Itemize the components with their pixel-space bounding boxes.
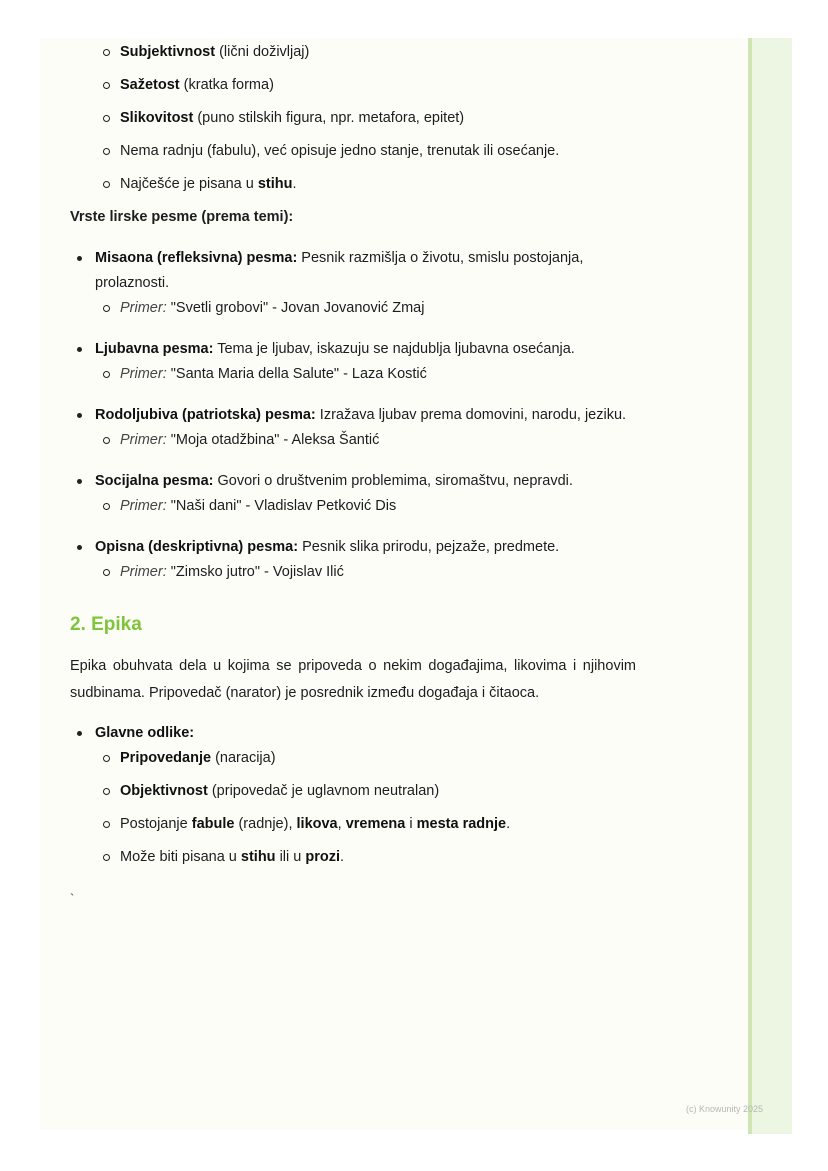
- list-item: Može biti pisana u stihu ili u prozi.: [95, 845, 636, 870]
- section-title-epika: 2. Epika: [70, 614, 142, 635]
- list-item: Opisna (deskriptivna) pesma: Pesnik slika prirodu, pejzaže, predmete. Primer: "Zimsko jutro" - Vojislav Ilić: [70, 535, 636, 585]
- document-content: [70, 38, 636, 911]
- list-item: Socijalna pesma: Govori o društvenim problemima, siromaštvu, nepravdi. Primer: "Naši dani" - Vladislav Petković Dis: [70, 469, 636, 519]
- list-item: Objektivnost (pripovedač je uglavnom neutralan): [95, 779, 636, 804]
- lyric-features-list: [70, 40, 636, 197]
- lyric-types-list: [70, 246, 636, 585]
- list-item: Pripovedanje (naracija): [95, 746, 636, 771]
- example-item: Primer: "Santa Maria della Salute" - Laza Kostić: [95, 362, 636, 387]
- list-item: Rodoljubiva (patriotska) pesma: Izražava ljubav prema domovini, narodu, jeziku. Primer: "Moja otadžbina" - Aleksa Šantić: [70, 403, 636, 453]
- list-item: Glavne odlike: Pripovedanje (naracija) Objektivnost (pripovedač je uglavnom neutralan) Postojanje fabule (radnje), likova, vremena i mesta radnje. Može biti pisana u stihu ili u prozi.: [70, 721, 636, 870]
- types-heading: Vrste lirske pesme (prema temi):: [70, 209, 294, 225]
- list-item: Ljubavna pesma: Tema je ljubav, iskazuju se najdublja ljubavna osećanja. Primer: "Santa Maria della Salute" - Laza Kostić: [70, 337, 636, 387]
- stray-mark: `: [70, 891, 75, 906]
- epika-paragraph: Epika obuhvata dela u kojima se pripoveda o nekim događajima, likovima i njihovim sudbinama. Pripovedač (narator) je posrednik između događaja i čitaoca.: [70, 658, 636, 701]
- copyright-footer: (c) Knowunity 2025: [686, 1104, 764, 1114]
- example-item: Primer: "Naši dani" - Vladislav Petković Dis: [95, 494, 636, 519]
- list-item: Postojanje fabule (radnje), likova, vremena i mesta radnje.: [95, 812, 636, 837]
- epika-features-list: [70, 721, 636, 870]
- example-item: Primer: "Zimsko jutro" - Vojislav Ilić: [95, 560, 636, 585]
- list-item: Najčešće je pisana u stihu.: [70, 172, 636, 197]
- list-item: Slikovitost (puno stilskih figura, npr. metafora, epitet): [70, 106, 636, 131]
- list-item: Nema radnju (fabulu), već opisuje jedno stanje, trenutak ili osećanje.: [70, 139, 636, 164]
- example-item: Primer: "Svetli grobovi" - Jovan Jovanović Zmaj: [95, 296, 636, 321]
- list-item: Sažetost (kratka forma): [70, 73, 636, 98]
- example-item: Primer: "Moja otadžbina" - Aleksa Šantić: [95, 428, 636, 453]
- list-item: Misaona (refleksivna) pesma: Pesnik razmišlja o životu, smislu postojanja, prolaznosti. Primer: "Svetli grobovi" - Jovan Jovanović Zmaj: [70, 246, 636, 321]
- list-item: Subjektivnost (lični doživljaj): [70, 40, 636, 65]
- right-margin-bar: [748, 38, 792, 1134]
